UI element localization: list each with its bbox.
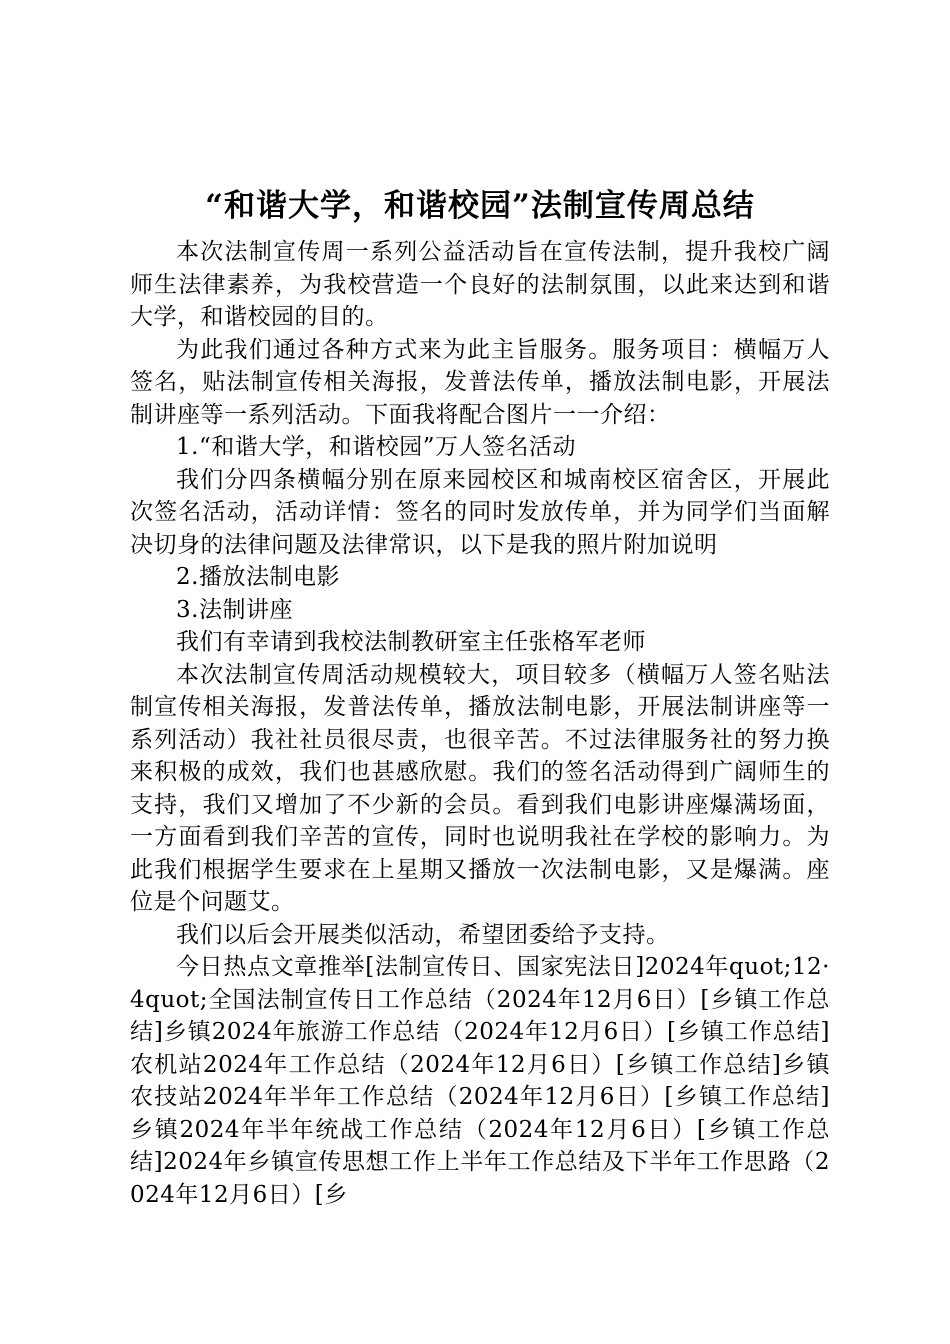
document-title: “和谐大学，和谐校园”法制宣传周总结 <box>205 188 755 224</box>
document-page <box>130 182 830 1211</box>
paragraph-intro: 本次法制宣传周一系列公益活动旨在宣传法制，提升我校广阔师生法律素养，为我校营造一个良好的法制氛围，以此来达到和谐大学，和谐校园的目的。 <box>130 239 830 330</box>
paragraph-recommendations: 今日热点文章推举[法制宣传日、国家宪法日]2024年quot;12·4quot;全国法制宣传日工作总结（2024年12月6日）[乡镇工作总结]乡镇2024年旅游工作总结（2024年12月6日）[乡镇工作总结]农机站2024年工作总结（2024年12月6日）[乡镇工作总结]乡镇农技站2024年半年工作总结（2024年12月6日）[乡镇工作总结]乡镇2024年半年统战工作总结（2024年12月6日）[乡镇工作总结]2024年乡镇宣传思想工作上半年工作总结及下半年工作思路（2024年12月6日）[乡 <box>130 954 830 1208</box>
paragraph-lecture-speaker: 我们有幸请到我校法制教研室主任张格军老师 <box>176 629 646 655</box>
paragraph-future: 我们以后会开展类似活动，希望团委给予支持。 <box>176 921 670 948</box>
paragraph-signature-details: 我们分四条横幅分别在原来园校区和城南校区宿舍区，开展此次签名活动，活动详情：签名的同时发放传单，并为同学们当面解决切身的法律问题及法律常识，以下是我的照片附加说明 <box>130 466 830 558</box>
paragraph-services: 为此我们通过各种方式来为此主旨服务。服务项目：横幅万人签名，贴法制宣传相关海报，发普法传单，播放法制电影，开展法制讲座等一系列活动。下面我将配合图片一一介绍： <box>130 336 830 428</box>
section-heading-lecture: 3.法制讲座 <box>176 596 293 623</box>
section-heading-movie: 2.播放法制电影 <box>176 564 340 590</box>
section-heading-signature: 1.“和谐大学，和谐校园”万人签名活动 <box>176 434 576 460</box>
paragraph-summary: 本次法制宣传周活动规模较大，项目较多（横幅万人签名贴法制宣传相关海报，发普法传单，播放法制电影，开展法制讲座等一系列活动）我社社员很尽责，也很辛苦。不过法律服务社的努力换来积极的成效，我们也甚感欣慰。我们的签名活动得到广阔师生的支持，我们又增加了不少新的会员。看到我们电影讲座爆满场面，一方面看到我们辛苦的宣传，同时也说明我社在学校的影响力。为此我们根据学生要求在上星期又播放一次法制电影，又是爆满。座位是个问题艾。 <box>130 661 830 915</box>
